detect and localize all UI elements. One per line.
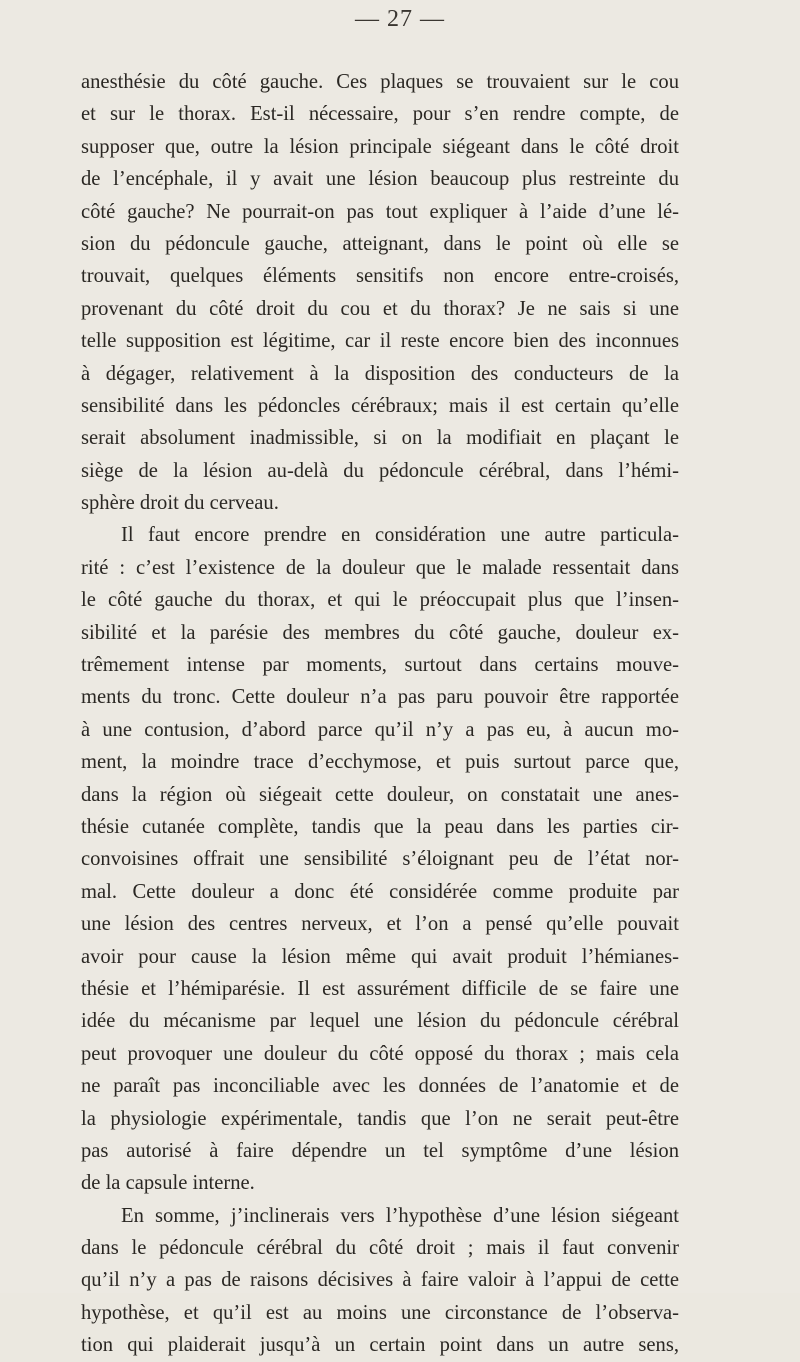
text-line: la physiologie expérimentale, tandis que l’on ne serait peut-être [81,1107,679,1130]
text-line: sensibilité dans les pédoncles cérébraux; mais il est certain qu’elle [81,394,679,417]
text-line: tion qui plaiderait jusqu’à un certain point dans un autre sens, [81,1334,679,1357]
text-line: trêmement intense par moments, surtout dans certains mouve- [81,654,679,677]
text-line: de l’encéphale, il y avait une lésion beaucoup plus restreinte du [81,168,679,191]
text-line: une lésion des centres nerveux, et l’on a pensé qu’elle pouvait [81,913,679,936]
text-line: supposer que, outre la lésion principale siégeant dans le côté droit [81,135,679,158]
text-line: convoisines offrait une sensibilité s’éloignant peu de l’état nor- [81,848,679,871]
text-line: ments du tronc. Cette douleur n’a pas paru pouvoir être rapportée [81,686,679,709]
text-line: dans le pédoncule cérébral du côté droit ; mais il faut convenir [81,1237,679,1260]
text-line: pas autorisé à faire dépendre un tel symptôme d’une lésion [81,1139,679,1162]
text-line: Il faut encore prendre en considération une autre particula- [121,524,679,547]
text-line: sibilité et la parésie des membres du côté gauche, douleur ex- [81,621,679,644]
body-text [81,66,679,1362]
text-line: à dégager, relativement à la disposition des conducteurs de la [81,362,679,385]
text-line: ment, la moindre trace d’ecchymose, et puis surtout parce que, [81,751,679,774]
text-line: thésie et l’hémiparésie. Il est assurément difficile de se faire une [81,977,679,1000]
text-line: qu’il n’y a pas de raisons décisives à faire valoir à l’appui de cette [81,1269,679,1292]
text-line: trouvait, quelques éléments sensitifs non encore entre-croisés, [81,265,679,288]
text-line: sion du pédoncule gauche, atteignant, dans le point où elle se [81,232,679,255]
text-line: serait absolument inadmissible, si on la modifiait en plaçant le [81,427,679,450]
text-line: idée du mécanisme par lequel une lésion du pédoncule cérébral [81,1010,679,1033]
text-line: ne paraît pas inconciliable avec les données de l’anatomie et de [81,1075,679,1098]
text-line: avoir pour cause la lésion même qui avait produit l’hémianes- [81,945,679,968]
text-line: siège de la lésion au-delà du pédoncule cérébral, dans l’hémi- [81,459,679,482]
text-line: dans la région où siégeait cette douleur, on constatait une anes- [81,783,679,806]
page-number: — 27 — [355,6,445,32]
text-line: à une contusion, d’abord parce qu’il n’y a pas eu, à aucun mo- [81,718,679,741]
text-line: peut provoquer une douleur du côté opposé du thorax ; mais cela [81,1042,679,1065]
text-line: hypothèse, et qu’il est au moins une circonstance de l’observa- [81,1301,679,1324]
text-line: le côté gauche du thorax, et qui le préoccupait plus que l’insen- [81,589,679,612]
text-line: rité : c’est l’existence de la douleur que le malade ressentait dans [81,556,679,579]
text-line: thésie cutanée complète, tandis que la peau dans les parties cir- [81,815,679,838]
text-line: mal. Cette douleur a donc été considérée comme produite par [81,880,679,903]
text-line: telle supposition est légitime, car il reste encore bien des inconnues [81,330,679,353]
text-line: de la capsule interne. [81,1172,255,1195]
text-line: et sur le thorax. Est-il nécessaire, pour s’en rendre compte, de [81,103,679,126]
text-line: côté gauche? Ne pourrait-on pas tout expliquer à l’aide d’une lé- [81,200,679,223]
text-line: sphère droit du cerveau. [81,492,279,515]
text-line: En somme, j’inclinerais vers l’hypothèse d’une lésion siégeant [121,1204,679,1227]
text-line: provenant du côté droit du cou et du thorax? Je ne sais si une [81,297,679,320]
text-line: anesthésie du côté gauche. Ces plaques se trouvaient sur le cou [81,71,679,93]
